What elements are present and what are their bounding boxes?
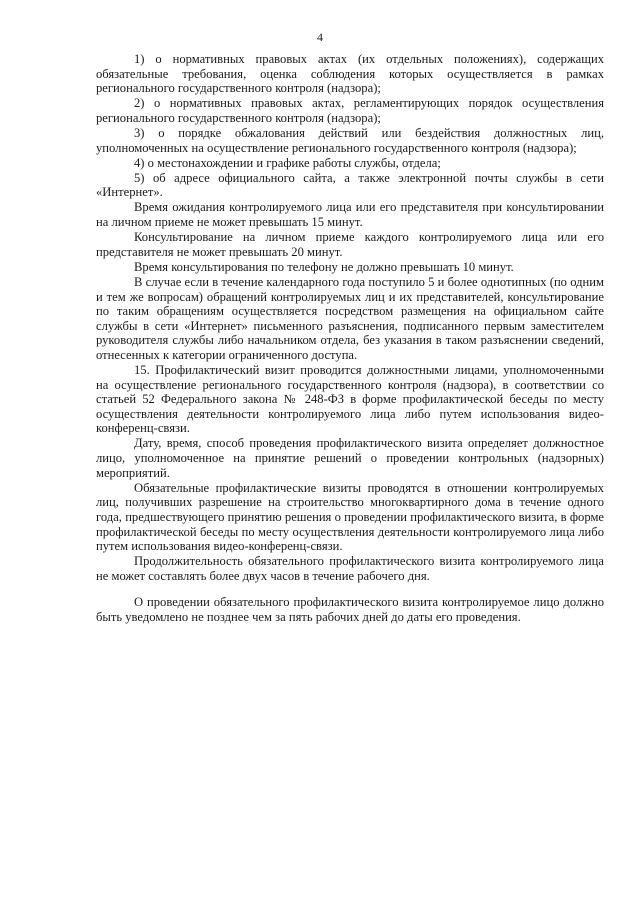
paragraph-item-3: 3) о порядке обжалования действий или бездействия должностных лиц, уполномоченных на осуществление регионального государственного контроля (надзора);: [96, 125, 604, 155]
document-body: [96, 52, 604, 625]
paragraph-item-4: 4) о местонахождении и графике работы службы, отдела;: [134, 155, 441, 170]
page-number: 4: [317, 30, 323, 44]
paragraph-section-15: 15. Профилактический визит проводится должностными лицами, уполномоченными на осуществление регионального государственного контроля (надзора), в соответствии со статьей 52 Федерального закона № 248-ФЗ в форме профилактической беседы по месту осуществления деятельности контролируемого лица либо путем использования видео-конференц-связи.: [96, 362, 604, 436]
paragraph-item-1: 1) о нормативных правовых актах (их отдельных положениях), содержащих обязательные требования, оценка соблюдения которых осуществляется в рамках регионального государственного контроля (надзора);: [96, 52, 604, 96]
paragraph-consultation-duration: Консультирование на личном приеме каждого контролируемого лица или его представителя не может превышать 20 минут.: [96, 230, 604, 259]
paragraph-mandatory-visits: Обязательные профилактические визиты проводятся в отношении контролируемых лиц, получивших разрешение на строительство многоквартирного дома в течение одного года, предшествующего принятию решения о проведении профилактического визита, в форме профилактической беседы по месту осуществления деятельности контролируемого лица либо путем использования видео-конференц-связи.: [96, 480, 604, 554]
paragraph-visit-duration: Продолжительность обязательного профилактического визита контролируемого лица не может составлять более двух часов в течение рабочего дня.: [96, 554, 604, 583]
paragraph-visit-date: Дату, время, способ проведения профилактического визита определяет должностное лицо, уполномоченное на принятие решений о проведении контрольных (надзорных) мероприятий.: [96, 436, 604, 480]
paragraph-item-2: 2) о нормативных правовых актах, регламентирующих порядок осуществления регионального государственного контроля (надзора);: [96, 96, 604, 125]
paragraph-phone-consultation: Время консультирования по телефону не должно превышать 10 минут.: [134, 259, 514, 274]
paragraph-notification: О проведении обязательного профилактического визита контролируемое лицо должно быть уведомлено не позднее чем за пять рабочих дней до даты его проведения.: [96, 595, 604, 624]
paragraph-written-clarification: В случае если в течение календарного года поступило 5 и более однотипных (по одним и тем же вопросам) обращений контролируемых лиц и их представителей, консультирование по таким обращениям осуществляется посредством размещения на официальном сайте службы в сети «Интернет» письменного разъяснения, подписанного первым заместителем руководителя службы либо начальником отдела, без указания в таком разъяснении сведений, отнесенных к категории ограниченного доступа.: [96, 274, 604, 362]
paragraph-item-5: 5) об адресе официального сайта, а также электронной почты службы в сети «Интернет».: [96, 170, 604, 200]
paragraph-waiting-time: Время ожидания контролируемого лица или его представителя при консультировании на личном приеме не может превышать 15 минут.: [96, 200, 604, 230]
